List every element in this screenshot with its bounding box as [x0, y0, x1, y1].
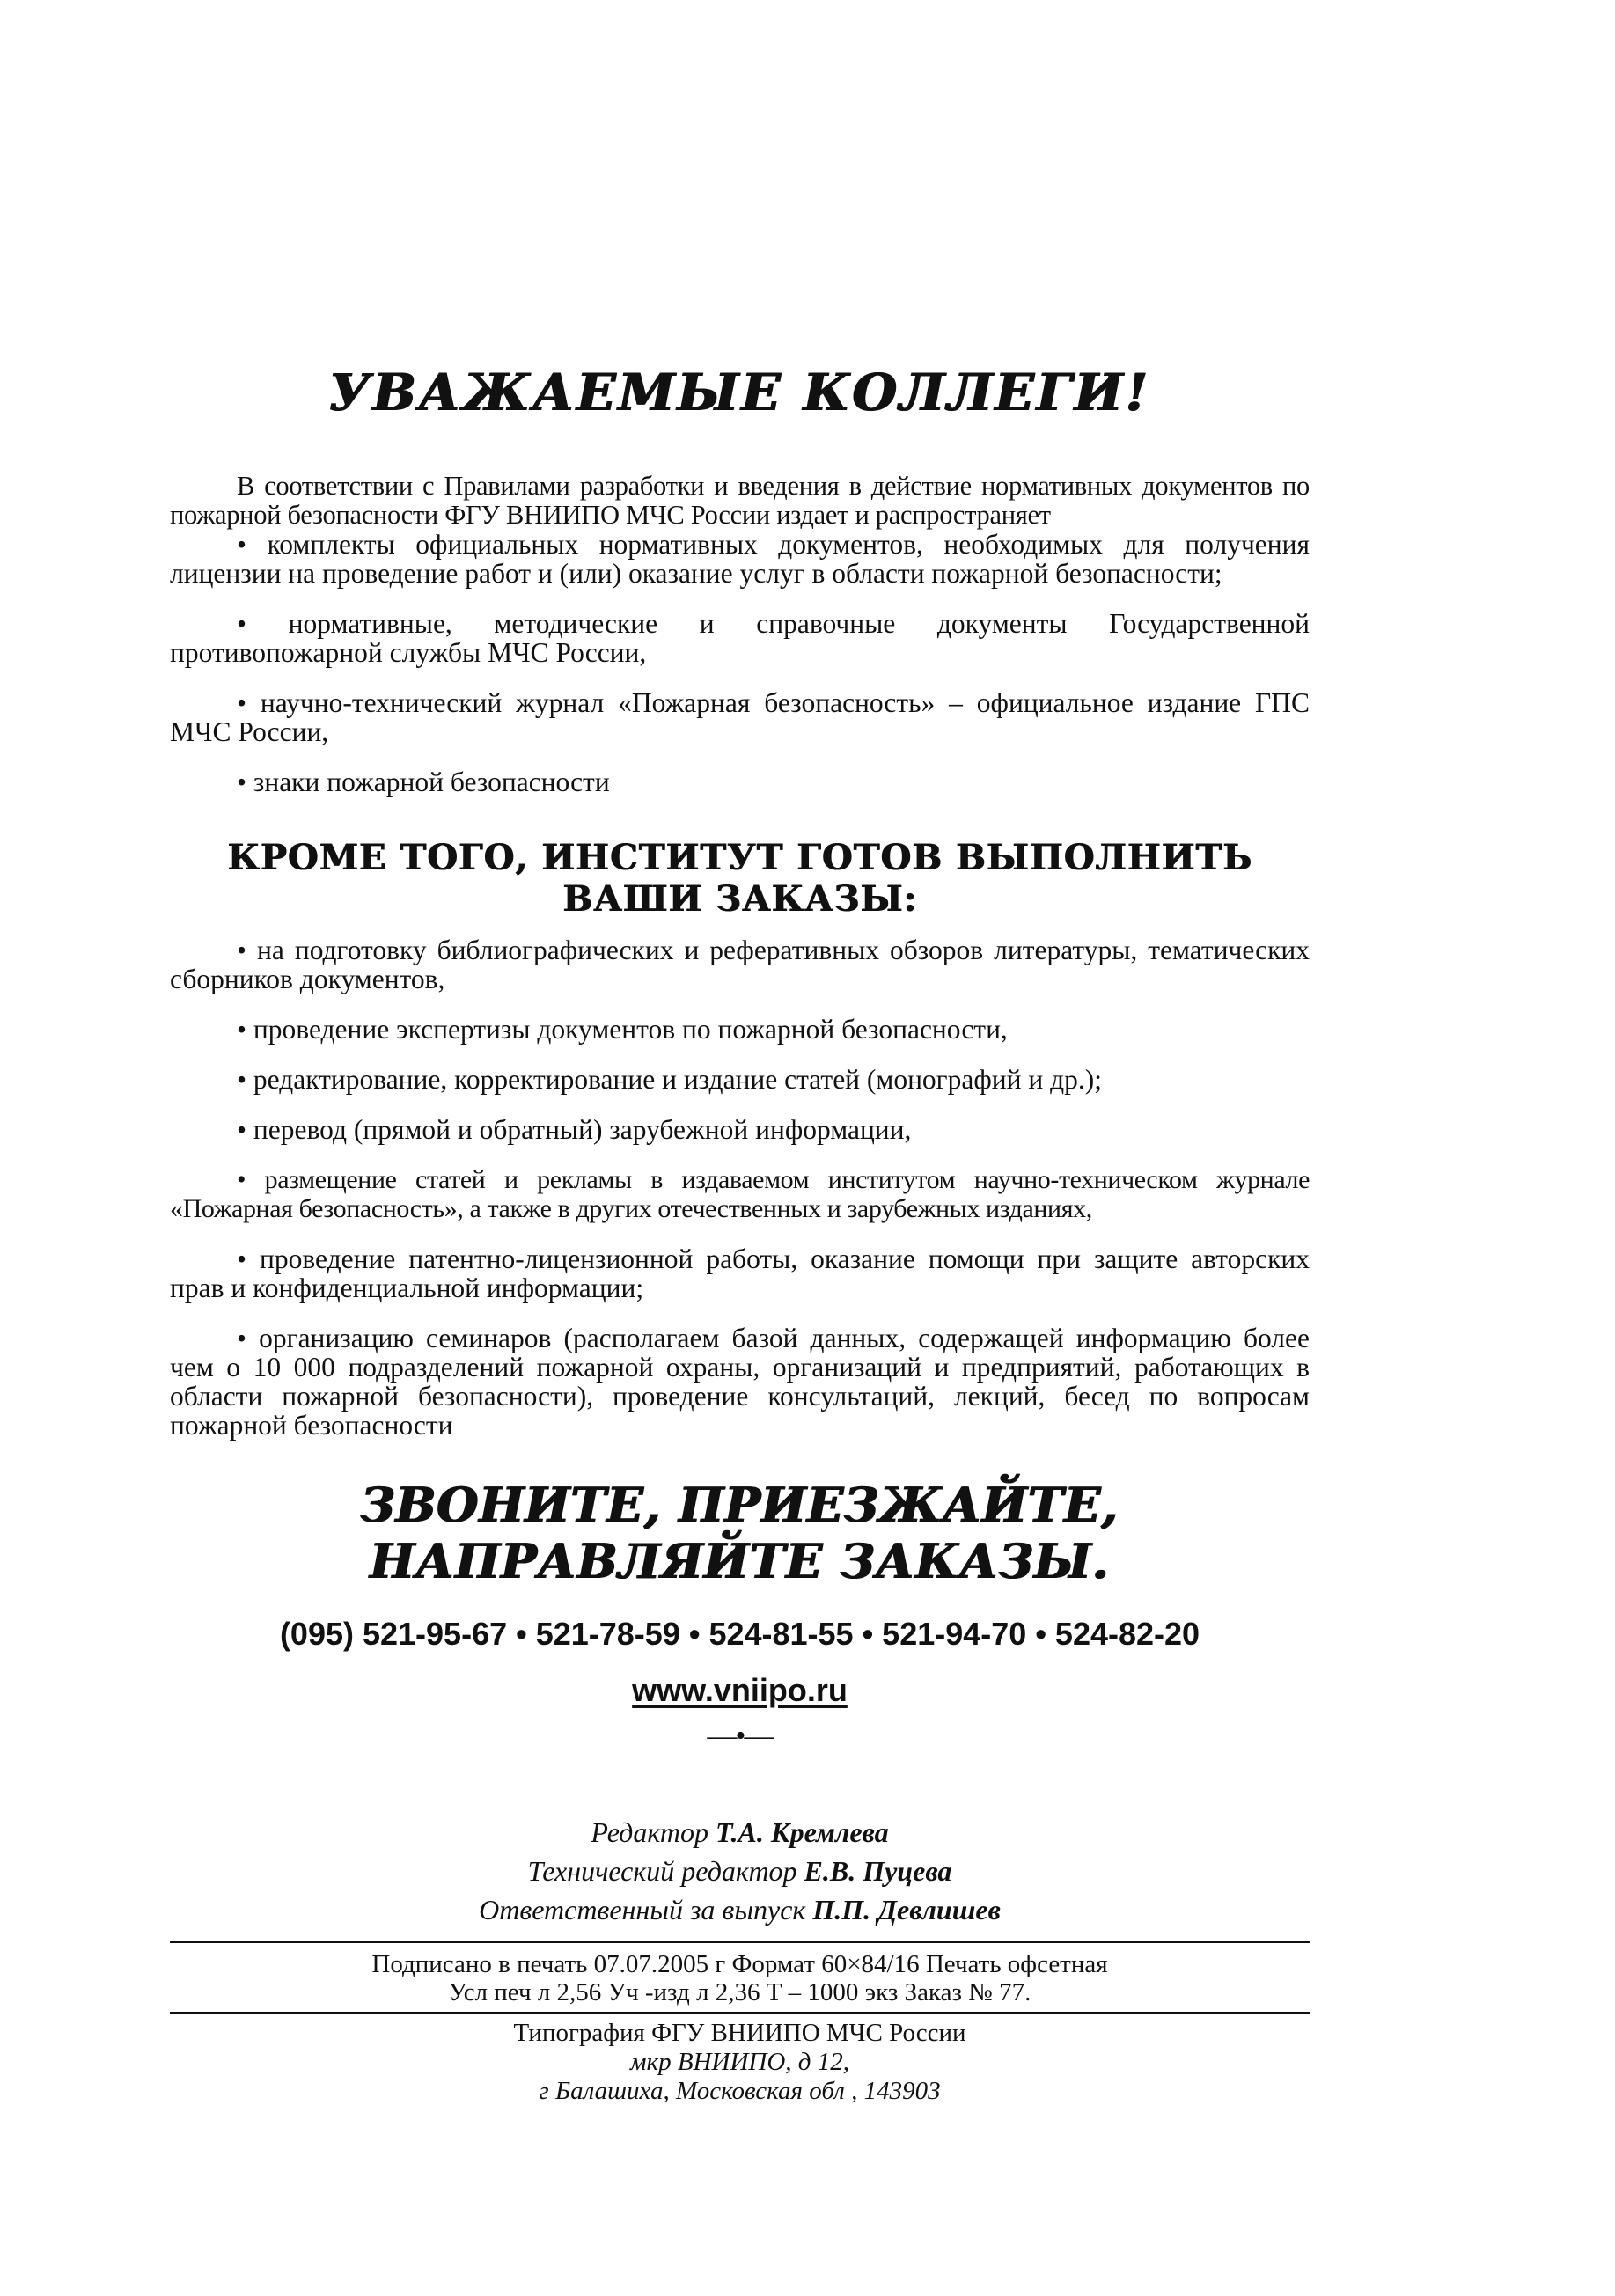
phone-numbers: (095) 521-95-67 • 521-78-59 • 524-81-55 • 521-94-70 • 524-82-20 [279, 1616, 1200, 1652]
credit-name: Т.А. Кремлева [716, 1816, 889, 1848]
intro-paragraph: В соответствии с Правилами разработки и введения в действие нормативных документов по пожарной безопасности ФГУ ВНИИПО МЧС России издает и распространяет [170, 471, 1310, 530]
publication-item-3: • научно-технический журнал «Пожарная безопасность» – официальное издание ГПС МЧС России, [170, 687, 1310, 747]
service-item-2: • проведение экспертизы документов по пожарной безопасности, [237, 1014, 1008, 1045]
publication-item-4: • знаки пожарной безопасности [237, 767, 610, 797]
call-to-action-heading: ЗВОНИТЕ, ПРИЕЗЖАЙТЕ, НАПРАВЛЯЙТЕ ЗАКАЗЫ. [360, 1477, 1119, 1589]
page-content [170, 0, 1310, 2106]
website-link[interactable]: www.vniipo.ru [632, 1672, 848, 1708]
credits-block [170, 1813, 1310, 1929]
imprint-line-1: Подписано в печать 07.07.2005 г Формат 60×84/16 Печать офсетная [371, 1950, 1108, 1978]
credit-role: Ответственный за выпуск [479, 1894, 806, 1926]
printer-address-2: г Балашиха, Московская обл , 143903 [539, 2077, 941, 2105]
printer-address-1: мкр ВНИИПО, д 12, [630, 2048, 849, 2076]
imprint-block [170, 1941, 1310, 2014]
credit-name: П.П. Девлишев [812, 1894, 1001, 1926]
greeting-heading: УВАЖАЕМЫЕ КОЛЛЕГИ! [328, 363, 1151, 422]
services-heading: КРОМЕ ТОГО, ИНСТИТУТ ГОТОВ ВЫПОЛНИТЬ ВАШИ ЗАКАЗЫ: [227, 837, 1252, 920]
credit-responsible [170, 1890, 1310, 1929]
printer-block [170, 2019, 1310, 2106]
credit-editor [170, 1813, 1310, 1852]
imprint-line-2: Усл печ л 2,56 Уч -изд л 2,36 Т – 1000 экз Заказ № 77. [448, 1978, 1031, 2006]
publication-item-2: • нормативные, методические и справочные документы Государственной противопожарной службы МЧС России, [170, 608, 1310, 668]
website-row [170, 1672, 1310, 1709]
credit-technical-editor [170, 1852, 1310, 1890]
publication-item-1: • комплекты официальных нормативных документов, необходимых для получения лицензии на проведение работ и (или) оказание услуг в области пожарной безопасности; [170, 529, 1310, 589]
credit-name: Е.В. Пуцева [804, 1855, 952, 1887]
service-item-5: • размещение статей и рекламы в издаваемом институтом научно-техническом журнале «Пожарная безопасность», а также в других отечественных и зарубежных изданиях, [170, 1165, 1310, 1223]
credit-role: Технический редактор [527, 1855, 797, 1887]
credit-role: Редактор [591, 1816, 709, 1848]
service-item-6: • проведение патентно-лицензионной работы, оказание помощи при защите авторских прав и конфиденциальной информации; [170, 1243, 1310, 1303]
ornament-divider: —•— [707, 1720, 773, 1752]
service-item-4: • перевод (прямой и обратный) зарубежной информации, [237, 1114, 912, 1145]
service-item-7: • организацию семинаров (располагаем базой данных, содержащей информацию более чем о 10 000 подразделений пожарной охраны, организаций и предприятий, работающих в области пожарной безопасности), проведение консультаций, лекций, бесед по вопросам пожарной безопасности [170, 1323, 1310, 1441]
service-item-1: • на подготовку библиографических и реферативных обзоров литературы, тематических сборников документов, [170, 935, 1310, 994]
printer-name: Типография ФГУ ВНИИПО МЧС России [513, 2019, 966, 2047]
service-item-3: • редактирование, корректирование и издание статей (монографий и др.); [237, 1064, 1102, 1095]
